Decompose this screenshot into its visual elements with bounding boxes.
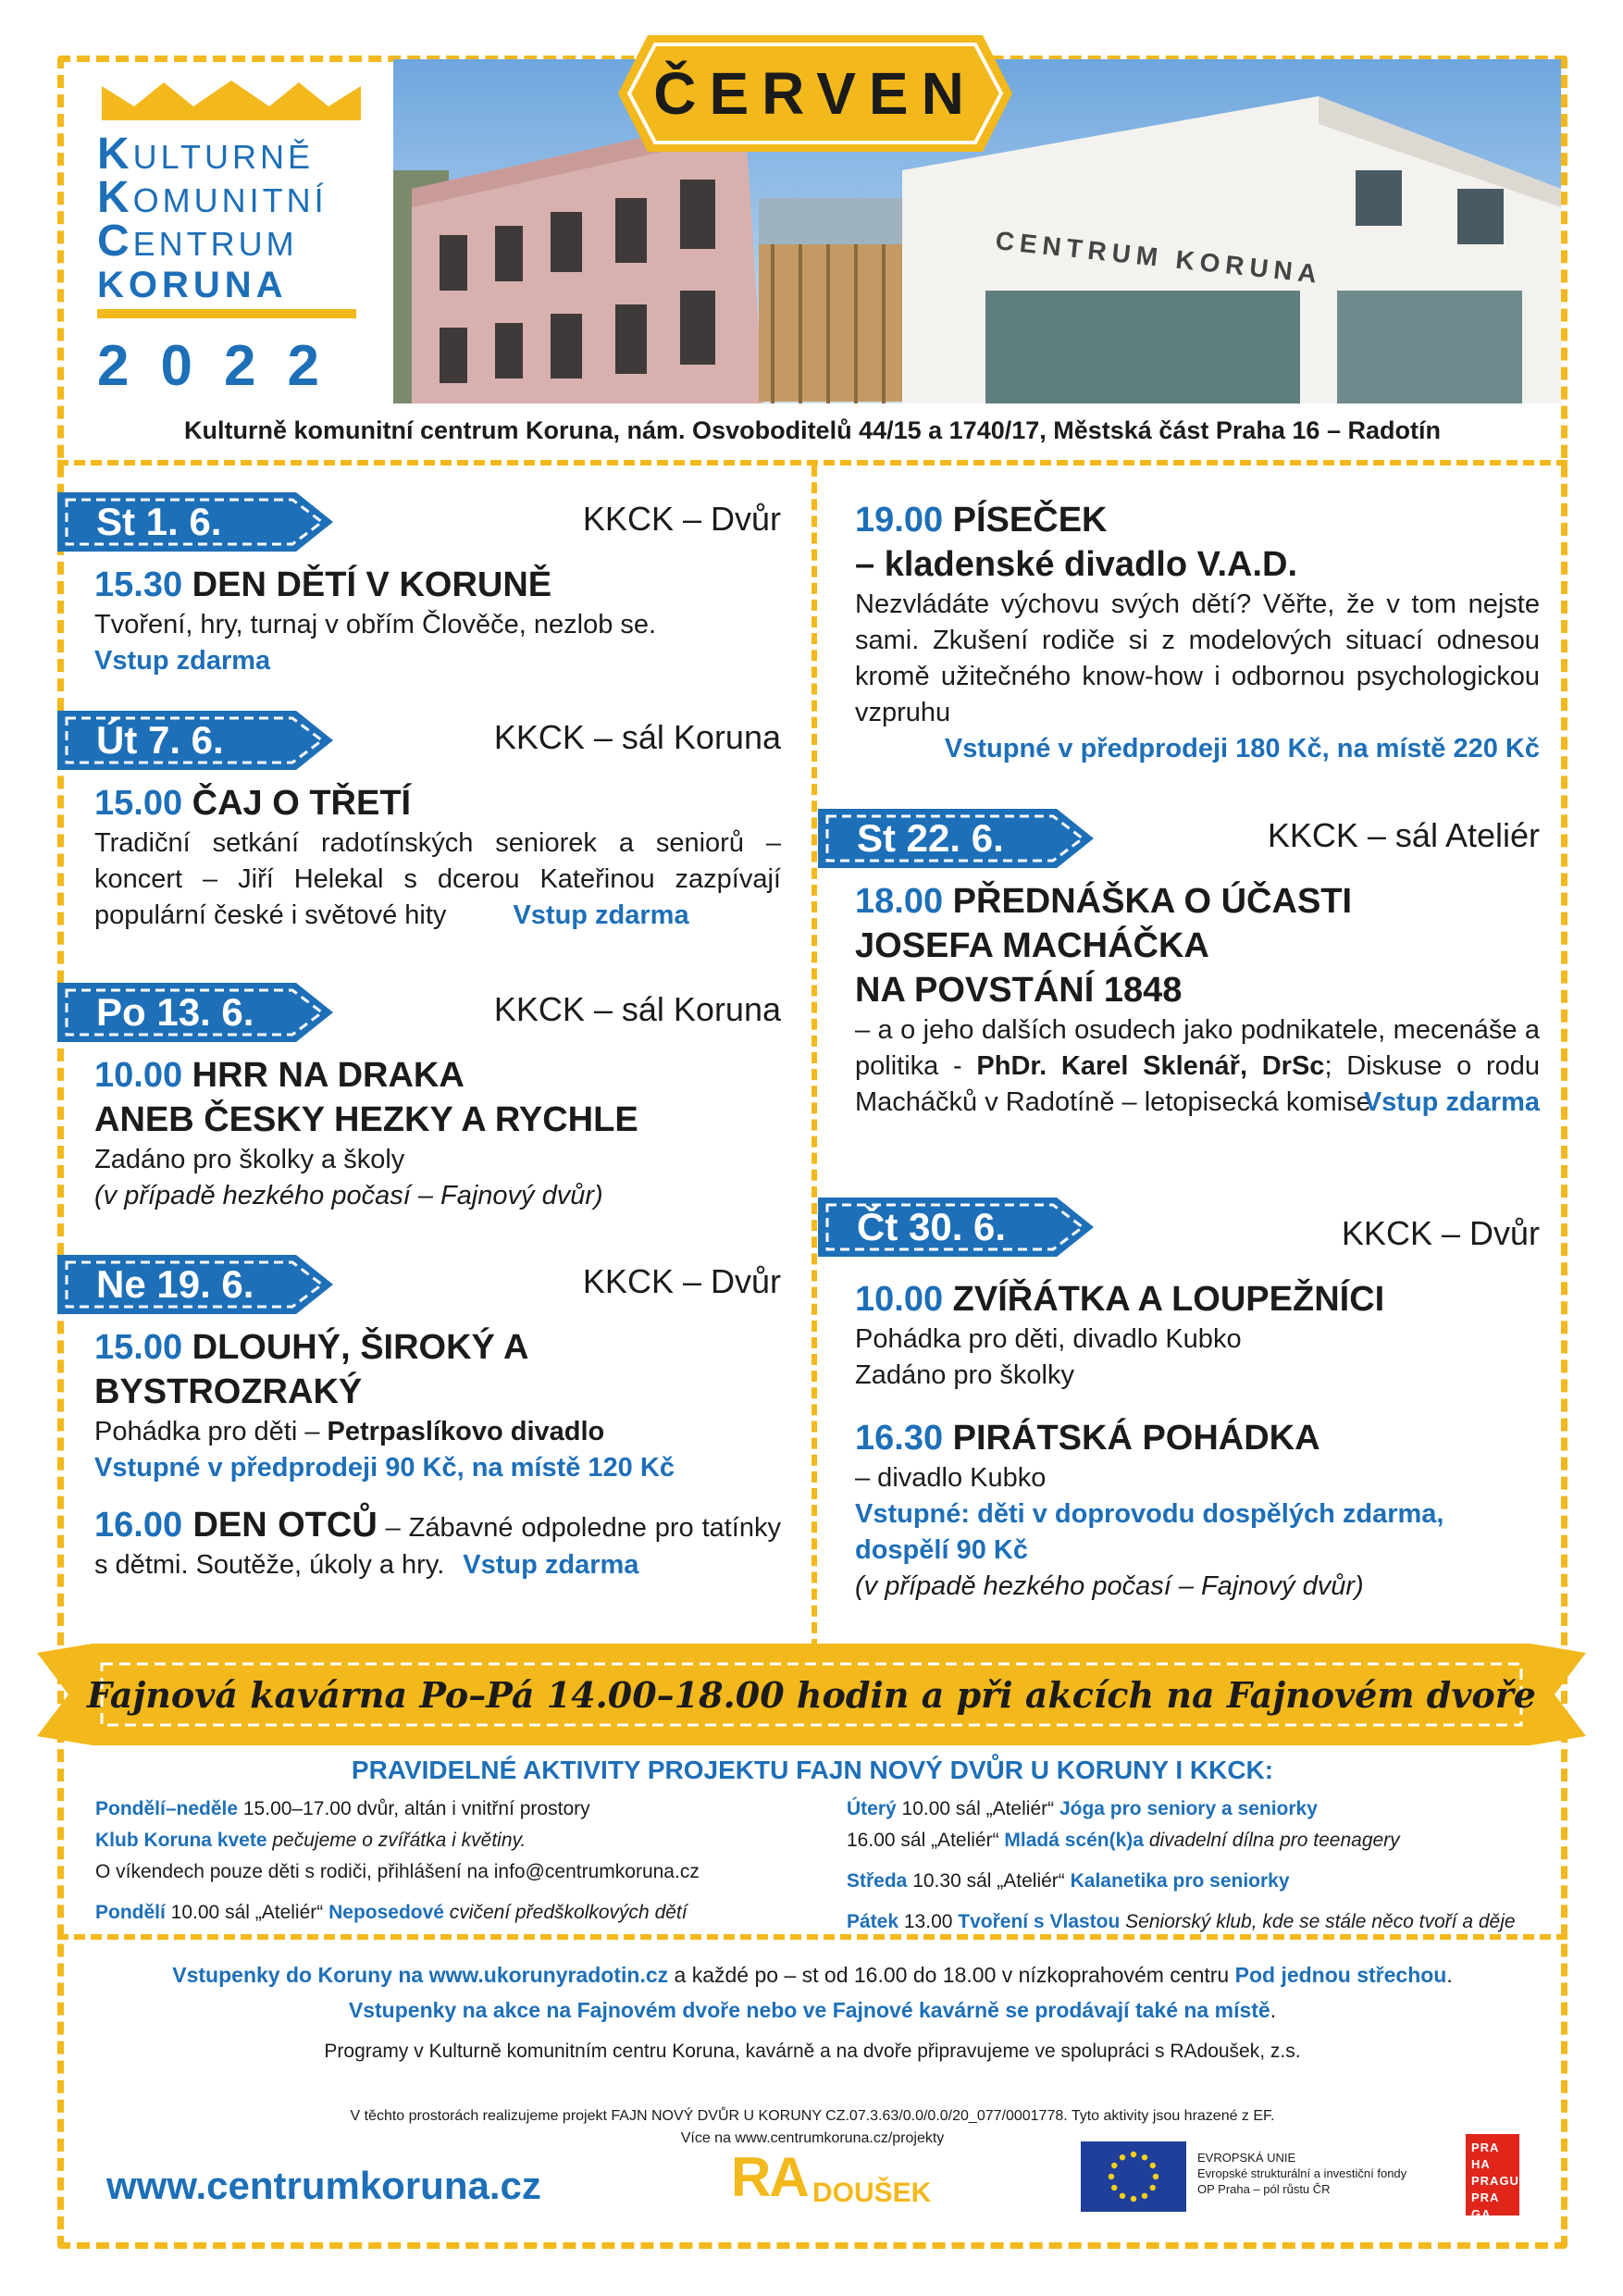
- event-desc: Nezvládáte výchovu svých dětí? Věřte, že v tom nejste sami. Zkušení rodiče si z modelových situací odnesou kromě užitečného know-how i odbornou psychologickou vzpruhu: [855, 590, 1540, 727]
- regular-activities-title: PRAVIDELNÉ AKTIVITY PROJEKTU FAJN NOVÝ DVŮR U KORUNY I KKCK:: [351, 1756, 1274, 1784]
- regular-item: Pátek 13.00 Tvoření s Vlastou Seniorský klub, kde se stále něco tvoří a děje: [847, 1911, 1516, 1932]
- eu-star: [1109, 2174, 1114, 2179]
- event-venue: KKCK – Dvůr: [582, 500, 781, 538]
- eu-star: [1150, 2163, 1156, 2168]
- eu-star: [1111, 2185, 1117, 2191]
- logo-line-3: CENTRUM: [97, 217, 298, 266]
- cafe-banner-text: Fajnová kavárna Po–Pá 14.00–18.00 hodin a při akcích na Fajnovém dvoře: [87, 1673, 1536, 1716]
- logo-line-4: KORUNA: [97, 265, 288, 305]
- logo-year: 2022: [97, 334, 351, 398]
- eu-flag-icon: [1081, 2141, 1186, 2212]
- event-date: St 22. 6.: [857, 816, 1004, 860]
- divider-bottom: [57, 1934, 1567, 1940]
- logo-bar: [97, 309, 356, 318]
- event-day-2: [57, 711, 781, 934]
- event-date: St 1. 6.: [96, 500, 222, 543]
- event-title: 15.00 DLOUHÝ, ŠIROKÝ A: [94, 1328, 529, 1367]
- event-day-4-continued: [818, 498, 1540, 767]
- event-entry: Vstup zdarma: [94, 646, 271, 676]
- website-link[interactable]: www.centrumkoruna.cz: [106, 2164, 541, 2207]
- eu-star: [1153, 2174, 1158, 2179]
- event-day-3: [57, 983, 781, 1214]
- event-desc: – divadlo Kubko: [855, 1463, 1047, 1493]
- event-title: 10.00 HRR NA DRAKA: [94, 1056, 465, 1095]
- event-title-line2: ANEB ČESKY HEZKY A RYCHLE: [94, 1100, 638, 1139]
- regular-item: O víkendech pouze děti s rodiči, přihlášení na info@centrumkoruna.cz: [95, 1861, 700, 1882]
- event-entry: Vstup zdarma: [463, 1550, 639, 1580]
- event-title-line2: BYSTROZRAKÝ: [94, 1372, 363, 1411]
- tickets-line-2: Vstupenky na akce na Fajnovém dvoře nebo ve Fajnové kavárně se prodávají také na místě.: [348, 1998, 1277, 2022]
- logo-line-2: KOMUNITNÍ: [97, 173, 328, 222]
- eu-star: [1120, 2154, 1125, 2160]
- event-entry: Vstupné v předprodeji 90 Kč, na místě 120 Kč: [94, 1453, 675, 1483]
- eu-star: [1150, 2185, 1156, 2191]
- event-desc: Pohádka pro děti, divadlo Kubko: [855, 1324, 1242, 1354]
- event-venue: KKCK – sál Ateliér: [1267, 816, 1540, 854]
- event-desc: Zadáno pro školky a školy: [94, 1145, 405, 1174]
- event-note: (v případě hezkého počasí – Fajnový dvůr): [94, 1181, 603, 1210]
- event-title: 15.00 ČAJ O TŘETÍ: [94, 784, 412, 823]
- event-note: (v případě hezkého počasí – Fajnový dvůr): [855, 1571, 1364, 1601]
- regular-item: Středa 10.30 sál „Ateliér“ Kalanetika pro seniorky: [847, 1870, 1290, 1892]
- event-entry: Vstupné: děti v doprovodu dospělých zdarma, dospělí 90 Kč: [855, 1499, 1444, 1565]
- prague-logo: PRA HA PRAGUE PRA GA PRAG: [1466, 2134, 1519, 2215]
- event-day-6: [818, 1198, 1540, 1605]
- regular-item: Pondělí–neděle 15.00–17.00 dvůr, altán i vnitřní prostory: [95, 1798, 590, 1819]
- eu-star: [1120, 2193, 1125, 2199]
- eu-text: EVROPSKÁ UNIE Evropské strukturální a investiční fondy OP Praha – pól růstu ČR: [1197, 2151, 1407, 2196]
- event-title: 15.30 DEN DĚTÍ V KORUNĚ: [94, 565, 552, 604]
- tickets-line-1: Vstupenky do Koruny na www.ukorunyradotin.cz a každé po – st od 16.00 do 18.00 v nízkoprahovém centru Pod jednou střechou.: [172, 1963, 1453, 1987]
- regular-item: Pondělí 10.00 sál „Ateliér“ Neposedové cvičení předškolkových dětí: [95, 1902, 688, 1923]
- crown-icon: [97, 79, 365, 125]
- event-date: Čt 30. 6.: [857, 1205, 1007, 1248]
- event-venue: KKCK – sál Koruna: [493, 990, 781, 1028]
- event-desc: Tvoření, hry, turnaj v obřím Člověče, nezlob se.: [94, 610, 657, 639]
- eu-star: [1142, 2193, 1147, 2199]
- event-desc: Pohádka pro děti – Petrpaslíkovo divadlo: [94, 1417, 605, 1446]
- logo: [97, 79, 365, 399]
- event-venue: KKCK – Dvůr: [1341, 1214, 1540, 1252]
- event-day-1: [57, 492, 781, 679]
- event-venue: KKCK – sál Koruna: [493, 718, 781, 756]
- eu-star: [1131, 2152, 1136, 2157]
- event-desc: Tradiční setkání radotínských seniorek a seniorů – koncert – Jiří Helekal s dcerou Kateřinou zazpívají populární české i světové hity Vstup zdarma: [94, 828, 781, 930]
- event-day-5: [818, 809, 1540, 1121]
- event-entry: Vstup zdarma: [1363, 1087, 1540, 1117]
- event-date: Ne 19. 6.: [96, 1262, 254, 1306]
- event-title-line2: – kladenské divadlo V.A.D.: [855, 545, 1298, 584]
- event-title-line2: JOSEFA MACHÁČKA: [855, 926, 1209, 965]
- programs-note: Programy v Kulturně komunitním centru Koruna, kavárně a na dvoře připravujeme ve spolupráci s RAdoušek, z.s.: [324, 2041, 1301, 2062]
- event-title: 18.00 PŘEDNÁŠKA O ÚČASTI: [855, 882, 1353, 921]
- building-sign: CENTRUM KORUNA: [994, 226, 1324, 290]
- event-entry: Vstup zdarma: [513, 900, 689, 930]
- event-date: Po 13. 6.: [96, 990, 254, 1034]
- regular-item: 16.00 sál „Ateliér“ Mladá scén(k)a divadelní dílna pro teenagery: [847, 1830, 1400, 1851]
- event-title-line3: NA POVSTÁNÍ 1848: [855, 971, 1183, 1010]
- logo-line-1: KULTURNĚ: [97, 130, 315, 179]
- event-desc: – a o jeho dalších osudech jako podnikatele, mecenáše a politika - PhDr. Karel Sklenář, DrSc; Diskuse o rodu Macháčků v Radotíně – letopisecká komise: [855, 1015, 1541, 1117]
- month-title: ČERVEN: [653, 60, 977, 127]
- event-venue: KKCK – Dvůr: [582, 1262, 781, 1300]
- tickets-info: [57, 1957, 1567, 2028]
- eu-star: [1111, 2163, 1117, 2168]
- regular-item: Úterý 10.00 sál „Ateliér“ Jóga pro seniory a seniorky: [847, 1798, 1318, 1819]
- event-title: 10.00 ZVÍŘÁTKA A LOUPEŽNÍCI: [855, 1280, 1385, 1319]
- divider-columns: [812, 465, 817, 1650]
- event-date: Út 7. 6.: [96, 718, 224, 762]
- radousek-logo: RA: [731, 2146, 808, 2208]
- regular-activities-left: [95, 1793, 799, 1929]
- event-day-4: [57, 1255, 781, 1583]
- radousek-logo-text: DOUŠEK: [812, 2178, 932, 2208]
- regular-item: Klub Koruna kvete pečujeme o zvířátka i květiny.: [95, 1830, 527, 1851]
- event-title: 16.30 PIRÁTSKÁ POHÁDKA: [855, 1419, 1320, 1458]
- eu-star: [1131, 2196, 1136, 2202]
- event-title: 19.00 PÍSEČEK: [855, 501, 1108, 540]
- event-entry: Vstupné v předprodeji 180 Kč, na místě 220 Kč: [944, 734, 1540, 763]
- project-link[interactable]: Více na www.centrumkoruna.cz/projekty: [680, 2130, 945, 2146]
- tickets-link[interactable]: Vstupenky do Koruny na www.ukorunyradotin.cz: [172, 1963, 669, 1987]
- address: Kulturně komunitní centrum Koruna, nám. Osvoboditelů 44/15 a 1740/17, Městská část Praha 16 – Radotín: [184, 416, 1441, 444]
- event-desc-2: 16.00 DEN OTCŮ – Zábavné odpoledne pro tatínky s dětmi. Soutěže, úkoly a hry. Vstup zdarma: [94, 1506, 781, 1580]
- regular-activities-right: [847, 1793, 1550, 1938]
- eu-star: [1142, 2154, 1147, 2160]
- event-desc-2: Zadáno pro školky: [855, 1360, 1074, 1390]
- project-note: V těchto prostorách realizujeme projekt FAJN NOVÝ DVŮR U KORUNY CZ.07.3.63/0.0/0.0/20_077/0001778. Tyto aktivity jsou hrazené z EF. Více na www.centrumkoruna.cz/projekty: [57, 2105, 1567, 2150]
